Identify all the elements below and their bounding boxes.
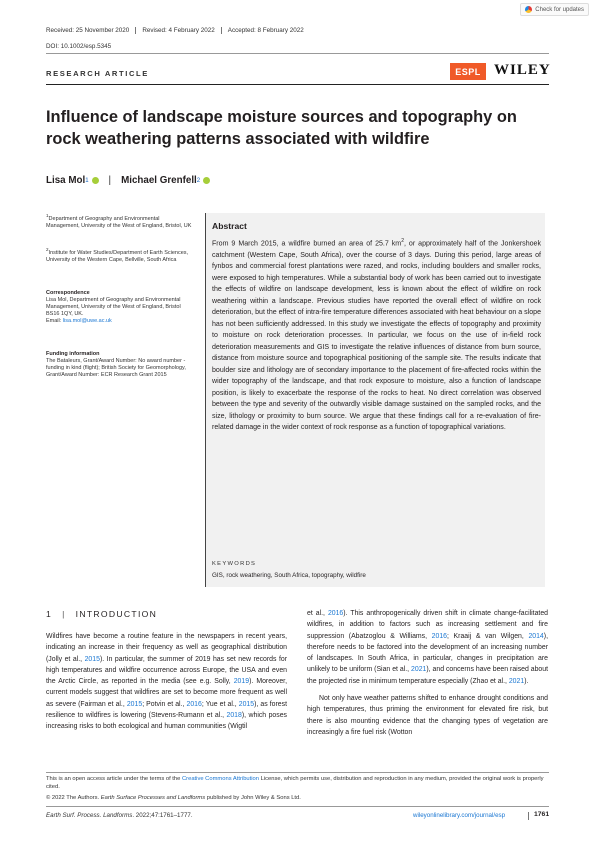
- citation-link[interactable]: 2019: [233, 678, 250, 686]
- citation-link[interactable]: 2016: [327, 610, 344, 617]
- copyright-statement: [46, 795, 301, 801]
- affiliation-number: 2: [46, 247, 49, 252]
- text-run: License, which permits use, distribution and reproduction in any medium, provided the original work is properly cited.: [46, 776, 544, 790]
- section-separator: |: [62, 609, 66, 619]
- espl-logo: ESPL: [450, 63, 486, 80]
- affiliation-2: [46, 246, 194, 264]
- abstract-text-part: From 9 March 2015, a wildfire burned an area of 25.7 km: [212, 240, 402, 248]
- author-affiliation-sup: 1: [85, 177, 89, 184]
- abstract-text-part: , or approximately half of the Jonkershoek catchment (Western Cape, South Africa), over the course of 3 days. During this period, large areas of fynbos and commercial forest plantations were razed, and rocks, including boulders and smaller rocks, were exposed to high temperatures. While a substantial body of work has been carried out to investigate the effects of wildfire on landscape development, less is known about the effect of wildfire on rock weathering within a landscape. Previous studies have reported the overall effect of wildfire on rock deterioration, but the effect of intra-fire temperature differences associated with heat behaviour on a slope has not been sufficiently addressed. In this study we investigate the effects of topography and proximity to moisture on rock deterioration processes. In particular, we focus on the use of in-field rock deterioration measurements and GIS to investigate the relative influences of distance from burn source, distance from moisture source and topographical positioning of the sample site. The results indicate that boulder size and lithology are of secondary importance to the placement of fire-affected rocks within the wider topography of the landscape, and that rock exposure to moisture, also a function of landscape position, is likely to exacerbate the response of the rocks to heat. No direct correlation was observed between the type and severity of the outwardly visible damage sustained on the sampled rocks, and the size, lithology or proximity to burn source. We argue that these findings call for a re-evaluation of fire-related damage in the wider context of rock response as a function of topographical variations.: [212, 240, 541, 432]
- section-number: 1: [46, 609, 53, 619]
- intro-paragraph: [46, 631, 287, 733]
- check-for-updates-label: Check for updates: [535, 6, 584, 13]
- text-run: ), as forest resilience to wildfires is lowering (Stevens-Rumann et al.,: [46, 700, 287, 720]
- citation-link[interactable]: 2021: [411, 666, 427, 674]
- text-run: ). In particular, the summer of 2019 has set new records for high temperatures and wildfire occurrence across Europe, the USA and even the Arctic Circle, as reported in the media (see e.g. Solly,: [46, 655, 288, 686]
- open-access-statement: [46, 775, 549, 791]
- author-name[interactable]: Michael Grenfell: [121, 175, 197, 186]
- wiley-logo: WILEY: [494, 62, 551, 78]
- affiliation-text: Institute for Water Studies/Department of Earth Sciences, University of the Western Cape, Bellville, South Africa: [46, 249, 189, 263]
- abstract-superscript: 2: [401, 238, 404, 244]
- journal-url-link[interactable]: wileyonlinelibrary.com/journal/esp: [413, 812, 506, 819]
- section-heading: [46, 609, 157, 619]
- citation-link[interactable]: 2015: [84, 655, 100, 663]
- text-run: ), therefore needs to be factored into the development of an increasing number of landscapes. In South Africa, in particular, changes in precipitation are unlikely to be uniform (Sian et al.,: [307, 632, 548, 674]
- revised-date: Revised: 4 February 2022: [142, 27, 221, 34]
- intro-column-right: [307, 608, 548, 738]
- text-run: et al.,: [307, 610, 328, 617]
- correspondence-heading: Correspondence: [46, 290, 90, 296]
- correspondence-text: Lisa Mol, Department of Geography and Environmental Management, University of the West of England, Bristol BS16 1QY, UK.: [46, 297, 181, 317]
- article-history: [46, 27, 316, 34]
- correspondence-block: [46, 290, 194, 325]
- intro-column-left: [46, 631, 287, 733]
- journal-name: Earth Surface Processes and Landforms: [100, 795, 206, 801]
- correspondence-email-line: [46, 318, 194, 325]
- funding-block: [46, 351, 194, 379]
- funding-text: The Bataleurs, Grant/Award Number: No award number - funding in kind (flight); British Society for Geomorphology, Grant/Award Number: ECR Research Grant 2015: [46, 358, 186, 378]
- page-number: 1761: [534, 811, 550, 818]
- citation-link[interactable]: 2016: [431, 632, 447, 640]
- license-link[interactable]: Creative Commons Attribution: [181, 776, 259, 782]
- author-list: [46, 175, 210, 186]
- text-run: This is an open access article under the terms of the: [46, 776, 182, 782]
- email-link[interactable]: lisa.mol@uwe.ac.uk: [62, 318, 112, 324]
- author-separator: |: [108, 175, 112, 186]
- text-run: ). This anthropogenically driven shift in climate change-facilitated wildfires, in addition to factors such as increasing settlement and fire suppression (Abatzoglou & Williams,: [307, 610, 548, 640]
- doi[interactable]: DOI: 10.1002/esp.5345: [46, 43, 112, 50]
- article-type: RESEARCH ARTICLE: [46, 69, 149, 78]
- email-label: Email:: [46, 318, 62, 324]
- author-name[interactable]: Lisa Mol: [46, 175, 86, 186]
- text-run: ), and concerns have been raised about the projected rise in minimum temperature especially (Zhao et al.,: [307, 666, 549, 685]
- text-run: ).: [524, 677, 529, 685]
- text-run: ; Yue et al.,: [201, 700, 239, 708]
- affiliation-number: 1: [46, 213, 49, 218]
- funding-heading: Funding information: [46, 351, 100, 357]
- footer-divider: [46, 806, 549, 807]
- accepted-date: Accepted: 8 February 2022: [227, 27, 304, 34]
- journal-abbrev: Earth Surf. Process. Landforms: [46, 812, 133, 819]
- keywords-list: GIS, rock weathering, South Africa, topography, wildfire: [212, 572, 366, 579]
- check-for-updates-badge[interactable]: [520, 3, 589, 16]
- affiliation-1: [46, 212, 194, 230]
- intro-paragraph: [307, 608, 548, 687]
- text-run: ), which poses increasing risks to both ecological and human communities (Wigtil: [46, 712, 287, 731]
- crossmark-icon: [525, 6, 532, 13]
- citation-link[interactable]: 2014: [528, 632, 544, 640]
- orcid-icon[interactable]: [92, 177, 99, 184]
- header-divider: [46, 53, 549, 54]
- citation-link[interactable]: 2015: [238, 700, 255, 708]
- text-run: Wildfires have become a routine feature in the newspapers in recent years, indicating an increase in their frequency as well as geographical distribution (Jolly et al.,: [46, 633, 287, 663]
- journal-citation: [46, 812, 193, 819]
- citation-link[interactable]: 2016: [186, 700, 202, 708]
- article-title: Influence of landscape moisture sources and topography on rock weathering patterns associated with wildfire: [46, 108, 517, 148]
- abstract-text: [212, 236, 541, 434]
- intro-paragraph: Not only have weather patterns shifted to enhance drought conditions and high temperatures, thus priming the environment for elevated fire risk, but there is also mounting evidence that the changing types of vegetation are increasingly a fire fuel risk (Wotton: [307, 695, 548, 736]
- footer-divider: [46, 772, 549, 773]
- citation-link[interactable]: 2018: [226, 712, 242, 720]
- citation-link[interactable]: 2021: [508, 677, 525, 685]
- received-date: Received: 25 November 2020: [46, 27, 136, 34]
- author-affiliation-sup: 2: [196, 177, 201, 184]
- abstract-heading: Abstract: [212, 221, 247, 231]
- orcid-icon[interactable]: [203, 177, 210, 184]
- text-run: published by John Wiley & Sons Ltd.: [205, 795, 301, 801]
- text-run: © 2022 The Authors.: [46, 795, 101, 801]
- text-run: ; Potvin et al.,: [142, 700, 187, 708]
- citation-link[interactable]: 2015: [126, 700, 143, 708]
- citation-text: . 2022;47:1761–1777.: [132, 812, 193, 819]
- section-title: INTRODUCTION: [75, 609, 158, 619]
- title-divider: [46, 84, 549, 85]
- text-run: ; Kraaij & van Wilgen,: [447, 632, 529, 640]
- keywords-heading: KEYWORDS: [212, 561, 257, 567]
- text-run: ). Moreover, current models suggest that wildfires are set to become more frequent as well as severe (Fairman et al.,: [46, 678, 287, 708]
- affiliation-text: Department of Geography and Environmental Management, University of the West of England, Bristol, UK: [46, 215, 192, 229]
